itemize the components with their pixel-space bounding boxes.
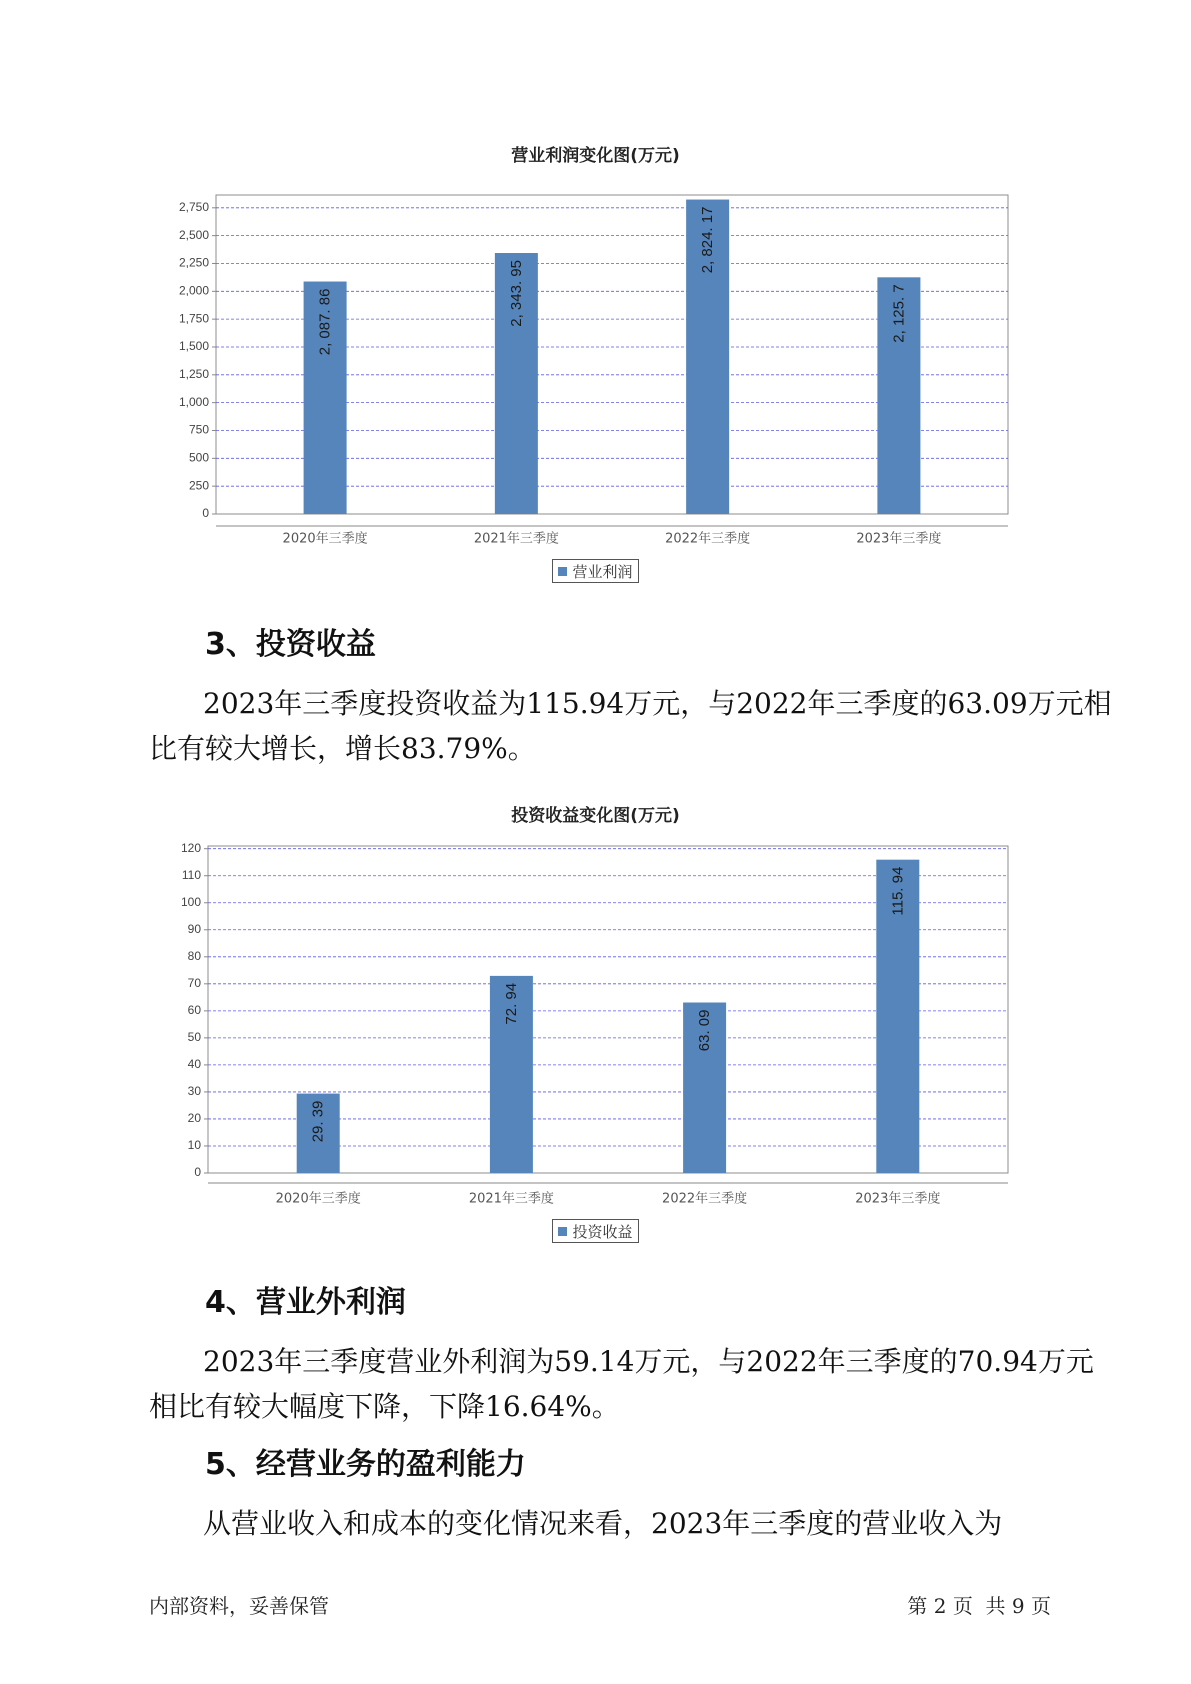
y-tick-label: 20 <box>187 1111 201 1126</box>
y-tick-label: 10 <box>187 1138 201 1153</box>
y-tick-label: 0 <box>202 506 209 521</box>
footer-confidential-note: 内部资料，妥善保管 <box>149 1594 329 1618</box>
chart-legend-row <box>0 559 1191 583</box>
bar-value-label: 2, 087. 86 <box>316 288 334 356</box>
operating-profit-chart <box>0 180 1191 560</box>
footer-page-number: 第 2 页 共 9 页 <box>907 1594 1051 1618</box>
chart-legend-row <box>0 1219 1191 1243</box>
legend-label: 营业利润 <box>572 562 633 581</box>
y-tick-label: 1,250 <box>178 366 209 381</box>
category-label: 2022年三季度 <box>665 531 751 547</box>
category-label: 2023年三季度 <box>856 531 942 547</box>
y-tick-label: 250 <box>188 478 209 493</box>
legend-swatch <box>558 1227 567 1236</box>
paragraph-line: 相比有较大幅度下降，下降16.64%。 <box>149 1390 620 1423</box>
bar-value-label: 2, 824. 17 <box>699 206 717 274</box>
chart-legend <box>552 1219 638 1243</box>
y-tick-label: 1,000 <box>178 394 209 409</box>
section-paragraph <box>149 1339 1094 1429</box>
y-tick-label: 60 <box>187 1003 201 1018</box>
bar-value-label: 115. 94 <box>889 866 907 916</box>
category-label: 2021年三季度 <box>468 1191 554 1207</box>
y-tick-label: 1,750 <box>178 311 209 326</box>
section-heading: 3、投资收益 <box>205 627 376 662</box>
bar-value-label: 63. 09 <box>696 1009 714 1052</box>
y-tick-label: 100 <box>180 894 201 909</box>
y-tick-label: 120 <box>180 840 201 855</box>
paragraph-line: 从营业收入和成本的变化情况来看，2023年三季度的营业收入为 <box>203 1507 1003 1540</box>
bar-value-label: 2, 343. 95 <box>507 260 525 327</box>
bar-value-label: 2, 125. 7 <box>890 284 908 343</box>
category-label: 2020年三季度 <box>282 531 368 547</box>
section-heading: 5、经营业务的盈利能力 <box>205 1447 526 1482</box>
y-tick-label: 50 <box>187 1030 201 1045</box>
y-tick-label: 2,000 <box>178 283 209 298</box>
bar-value-label: 29. 39 <box>309 1100 327 1143</box>
chart-title: 投资收益变化图(万元) <box>511 806 680 826</box>
y-tick-label: 70 <box>187 975 201 990</box>
category-label: 2022年三季度 <box>662 1191 748 1207</box>
y-tick-label: 30 <box>187 1084 201 1099</box>
paragraph-line: 2023年三季度营业外利润为59.14万元，与2022年三季度的70.94万元 <box>203 1345 1094 1378</box>
section-heading: 4、营业外利润 <box>205 1285 406 1320</box>
chart-title: 营业利润变化图(万元) <box>511 146 680 166</box>
section-paragraph <box>149 1501 1002 1546</box>
category-label: 2021年三季度 <box>473 531 559 547</box>
y-tick-label: 40 <box>187 1057 201 1072</box>
investment-income-chart <box>0 830 1191 1215</box>
paragraph-line: 2023年三季度投资收益为115.94万元，与2022年三季度的63.09万元相 <box>203 687 1112 720</box>
y-tick-label: 2,250 <box>178 255 209 270</box>
chart-legend <box>552 559 638 583</box>
y-tick-label: 2,750 <box>178 199 209 214</box>
y-tick-label: 0 <box>194 1165 201 1180</box>
bar-value-label: 72. 94 <box>502 982 520 1025</box>
paragraph-line: 比有较大增长，增长83.79%。 <box>149 732 536 765</box>
category-label: 2020年三季度 <box>275 1191 361 1207</box>
legend-label: 投资收益 <box>572 1222 633 1241</box>
y-tick-label: 80 <box>187 948 201 963</box>
y-tick-label: 90 <box>187 921 201 936</box>
y-tick-label: 750 <box>188 422 209 437</box>
y-tick-label: 500 <box>188 450 209 465</box>
category-label: 2023年三季度 <box>855 1191 941 1207</box>
legend-swatch <box>558 567 567 576</box>
section-paragraph <box>149 681 1112 771</box>
y-tick-label: 2,500 <box>178 227 209 242</box>
y-tick-label: 1,500 <box>178 339 209 354</box>
y-tick-label: 110 <box>181 867 201 882</box>
